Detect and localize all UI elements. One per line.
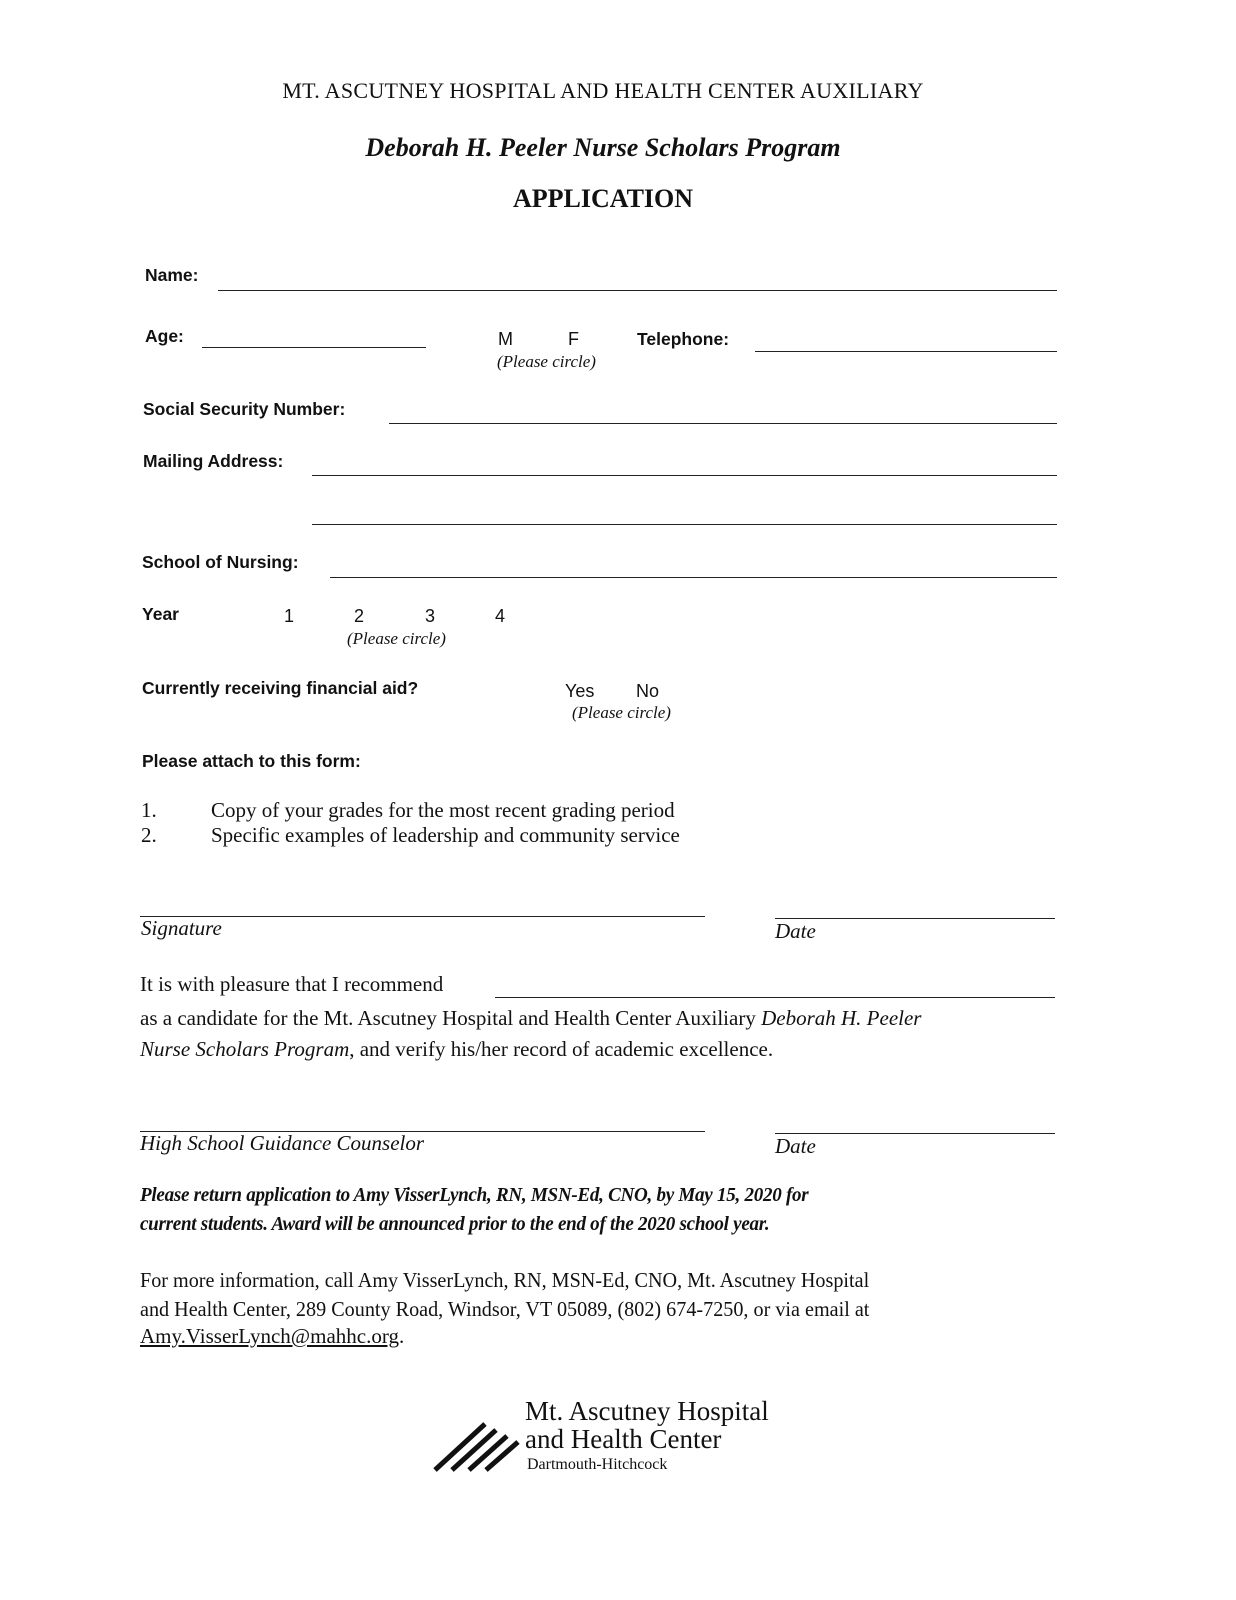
program-title: Deborah H. Peeler Nurse Scholars Program [365, 133, 841, 162]
please-circle-note: (Please circle) [497, 352, 596, 371]
school-of-nursing-label: School of Nursing: [142, 552, 299, 572]
sex-option-m[interactable]: M [498, 329, 513, 349]
please-circle-note: (Please circle) [347, 629, 446, 648]
financial-aid-label: Currently receiving financial aid? [142, 678, 419, 698]
organization-heading: MT. ASCUTNEY HOSPITAL AND HEALTH CENTER AUXILIARY [282, 78, 924, 103]
signature-date-label: Date [775, 919, 816, 943]
return-note-line2: current students. Award will be announced prior to the end of the 2020 school year. [140, 1213, 770, 1235]
year-label: Year [142, 604, 179, 624]
logo-line2: and Health Center [525, 1424, 722, 1454]
email-link[interactable]: Amy.VisserLynch@mahhc.org [140, 1324, 399, 1348]
year-option-4[interactable]: 4 [495, 606, 506, 626]
attachment-number: 2. [141, 823, 157, 847]
program-name: Nurse Scholars Program [140, 1037, 350, 1061]
email-suffix: . [398, 1324, 405, 1348]
age-field[interactable] [202, 347, 426, 348]
year-option-1[interactable]: 1 [284, 606, 295, 626]
telephone-label: Telephone: [637, 329, 730, 349]
program-name: Deborah H. Peeler [761, 1006, 922, 1030]
attachment-item: Specific examples of leadership and community service [211, 823, 680, 847]
attachment-number: 1. [141, 798, 157, 822]
logo-line3: Dartmouth-Hitchcock [527, 1456, 668, 1473]
recommend-text: , and verify his/her record of academic excellence. [349, 1037, 774, 1061]
school-of-nursing-field[interactable] [330, 577, 1057, 578]
recommend-text: as a candidate for the Mt. Ascutney Hospital and Health Center Auxiliary [140, 1006, 762, 1030]
mailing-address-label: Mailing Address: [143, 451, 284, 471]
telephone-field[interactable] [755, 351, 1057, 352]
info-line1: For more information, call Amy VisserLynch, RN, MSN-Ed, CNO, Mt. Ascutney Hospital [140, 1268, 870, 1292]
recommend-text-line3 [140, 1039, 773, 1060]
signature-date-field[interactable] [775, 918, 1055, 919]
mailing-address-field-line2[interactable] [312, 524, 1057, 525]
ssn-field[interactable] [389, 423, 1057, 424]
recommend-lead: It is with pleasure that I recommend [140, 972, 444, 996]
please-circle-note: (Please circle) [572, 703, 671, 722]
attachments-heading: Please attach to this form: [142, 751, 361, 771]
hospital-logo-stripes-icon [430, 1418, 525, 1474]
signature-field[interactable] [140, 916, 705, 917]
attachment-item: Copy of your grades for the most recent grading period [211, 798, 675, 822]
form-title: APPLICATION [512, 184, 694, 213]
info-line2: and Health Center, 289 County Road, Windsor, VT 05089, (802) 674-7250, or via email at [140, 1297, 870, 1321]
name-field[interactable] [218, 290, 1057, 291]
counselor-label: High School Guidance Counselor [140, 1131, 425, 1155]
financial-aid-yes[interactable]: Yes [565, 681, 595, 701]
recommended-student-field[interactable] [495, 997, 1055, 998]
recommend-text-line2 [140, 1008, 921, 1029]
age-label: Age: [145, 326, 184, 346]
counselor-date-label: Date [775, 1134, 816, 1158]
name-label: Name: [145, 265, 199, 285]
year-option-2[interactable]: 2 [354, 606, 365, 626]
year-option-3[interactable]: 3 [425, 606, 436, 626]
sex-option-f[interactable]: F [568, 329, 579, 349]
counselor-date-field[interactable] [775, 1133, 1055, 1134]
mailing-address-field-line1[interactable] [312, 475, 1057, 476]
signature-label: Signature [141, 916, 222, 940]
logo-line1: Mt. Ascutney Hospital [525, 1396, 769, 1426]
ssn-label: Social Security Number: [143, 399, 346, 419]
return-note-line1: Please return application to Amy VisserLynch, RN, MSN-Ed, CNO, by May 15, 2020 for [140, 1184, 809, 1206]
financial-aid-no[interactable]: No [636, 681, 660, 701]
